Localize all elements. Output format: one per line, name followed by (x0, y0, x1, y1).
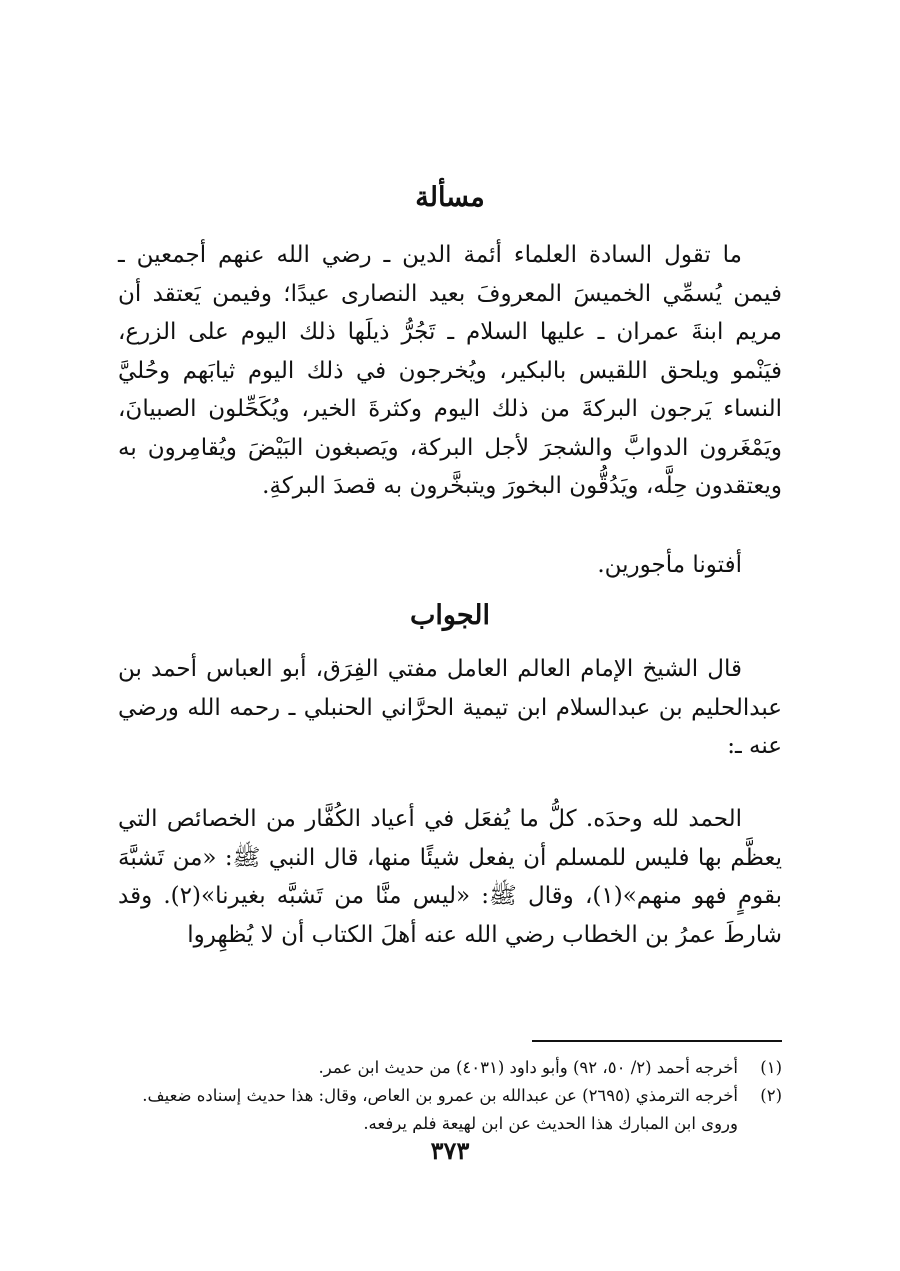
question-block (118, 236, 782, 506)
footnote-item (118, 1054, 782, 1082)
question-closing-block (118, 546, 782, 585)
question-closing: أفتونا مأجورين. (597, 552, 742, 578)
footnote-number: (٢) (760, 1086, 782, 1105)
answer-heading-block (118, 596, 782, 636)
answer-intro-block (118, 650, 782, 766)
answer-heading: الجواب (409, 600, 491, 631)
footnote-item (118, 1082, 782, 1138)
answer-body-block (118, 800, 782, 954)
answer-body-paragraph: الحمد لله وحدَه. كلُّ ما يُفعَل في أعياد الكُفَّار من الخصائص التي يعظَّم بها فليس للمسلم أن يفعل شيئًا منها، قال النبي ﷺ: «من تَشبَّهَ بقومٍ فهو منهم»(١)، وقال ﷺ: «ليس منَّا من تَشبَّه بغيرنا»(٢). وقد شارطَ عمرُ بن الخطاب رضي الله عنه أهلَ الكتاب أن لا يُظهِروا (118, 806, 782, 948)
footnote-text: أخرجه الترمذي (٢٦٩٥) عن عبدالله بن عمرو بن العاص، وقال: هذا حديث إسناده ضعيف. وروى ابن المبارك هذا الحديث عن ابن لهيعة فلم يرفعه. (142, 1086, 738, 1133)
answer-intro-paragraph: قال الشيخ الإمام العالم العامل مفتي الفِرَق، أبو العباس أحمد بن عبدالحليم بن عبدالسلام ابن تيمية الحرَّاني الحنبلي ـ رحمه الله ورضي عنه ـ: (118, 656, 782, 759)
question-heading-block (118, 178, 782, 218)
footnote-number: (١) (760, 1058, 782, 1077)
page-number: ٣٧٣ (430, 1136, 470, 1165)
footnote-separator (532, 1040, 782, 1042)
question-heading: مسألة (415, 182, 485, 213)
footnotes (118, 1054, 782, 1138)
question-paragraph: ما تقول السادة العلماء أئمة الدين ـ رضي الله عنهم أجمعين ـ فيمن يُسمِّي الخميسَ المعروفَ بعيد النصارى عيدًا؛ وفيمن يَعتقد أن مريم ابنةَ عمران ـ عليها السلام ـ تَجُرُّ ذيلَها ذلك اليوم على الزرع، فيَنْمو ويلحق اللقيس بالبكير، ويُخرجون في ذلك اليوم ثيابَهم وحُليَّ النساء يَرجون البركةَ من ذلك اليوم وكثرةَ الخير، ويُكَحِّلون الصبيانَ، ويَمْغَرون الدوابَّ والشجرَ لأجل البركة، ويَصبغون البَيْضَ ويُقامِرون به ويعتقدون حِلَّه، ويَدُقُّون البخورَ ويتبخَّرون به قصدَ البركةِ. (118, 242, 782, 499)
footnote-text: أخرجه أحمد (٢/ ٥٠، ٩٢) وأبو داود (٤٠٣١) من حديث ابن عمر. (318, 1058, 738, 1077)
